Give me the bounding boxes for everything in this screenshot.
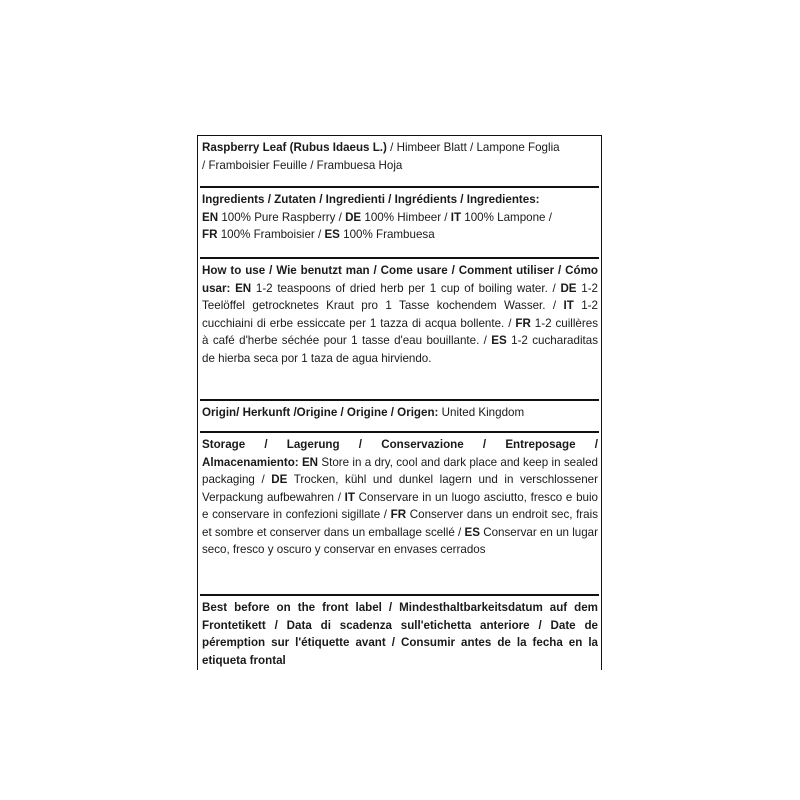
storage-heading-word: Lagerung [286, 438, 340, 451]
origin-heading: Origin/ Herkunft /Origine / Origine / Origen: [202, 406, 439, 419]
lang-code: EN [301, 455, 319, 469]
storage-heading-word: / [482, 438, 487, 451]
lang-code: DE [560, 281, 577, 295]
product-name-line-2: / Framboisier Feuille / Frambuesa Hoja [202, 158, 403, 172]
ingredient-text: 100% Framboisier / [217, 228, 325, 241]
section-divider [200, 186, 599, 188]
section-divider [200, 431, 599, 433]
lang-code: EN [202, 210, 219, 224]
storage-text: Conservare in un luogo asciutto, fresco e buio e conservare in confezioni sigillate / [202, 490, 598, 521]
lang-code: EN [235, 281, 252, 295]
lang-code: FR [515, 316, 531, 330]
storage-heading-word: / [264, 438, 268, 451]
origin-value: United Kingdom [438, 406, 525, 419]
usage-text: 1-2 cucchiaini di erbe essiccate per 1 tazza di acqua bollente. / [202, 299, 598, 330]
storage-heading-word: / [594, 438, 598, 451]
lang-code: FR [390, 508, 407, 521]
ingredient-text: 100% Lampone / [461, 210, 552, 224]
storage-body [202, 454, 598, 559]
how-to-use-heading: How to use / Wie benutzt man / Come usare / Comment utiliser / Cómo usar: [202, 264, 598, 295]
section-divider [200, 257, 599, 259]
lang-code: IT [450, 210, 462, 224]
usage-text: 1-2 Teelöffel getrocknetes Kraut pro 1 Tasse kochendem Wasser. / [202, 281, 599, 312]
product-name-translations: / Himbeer Blatt / Lampone Foglia [386, 141, 560, 154]
origin-section [202, 404, 598, 422]
product-name-latin: Raspberry Leaf (Rubus Idaeus L.) [202, 141, 387, 154]
lang-code: FR [202, 228, 218, 241]
product-label [197, 135, 602, 670]
section-divider [200, 594, 599, 596]
lang-code: ES [324, 228, 340, 241]
usage-text: 1-2 cucharaditas de hierba seca por 1 taza de agua hirviendo. [202, 334, 598, 365]
lang-code: ES [464, 525, 480, 539]
usage-text: 1-2 teaspoons of dried herb per 1 cup of boiling water. / [251, 281, 561, 295]
storage-heading-line-2: Almacenamiento: [202, 455, 302, 469]
storage-heading-word: Entreposage [505, 438, 576, 451]
ingredients-section [202, 191, 598, 244]
product-name-section [202, 139, 598, 174]
ingredient-text: 100% Frambuesa [339, 228, 435, 241]
storage-text: Store in a dry, cool and dark place and keep in sealed packaging / [202, 455, 598, 486]
storage-text: Conserver dans un endroit sec, frais et sombre et conserver dans un emballage scellé / [202, 508, 598, 539]
lang-code: DE [271, 473, 288, 486]
storage-section [202, 436, 598, 559]
lang-code: DE [345, 210, 362, 224]
ingredients-list [202, 209, 598, 244]
lang-code: ES [491, 334, 507, 347]
ingredients-heading: Ingredients / Zutaten / Ingredienti / Ingrédients / Ingredientes: [202, 193, 540, 206]
storage-heading-word: / [358, 438, 363, 451]
storage-heading-word: Conservazione [381, 438, 464, 451]
product-name-line-1 [202, 139, 598, 157]
storage-heading [202, 436, 598, 454]
best-before-text: Best before on the front label / Mindesthaltbarkeitsdatum auf dem Frontetikett / Data di scadenza sull'etichetta anteriore / Date de péremption sur l'étiquette avant / Consumir antes de la fecha en la etiqueta frontal [202, 601, 598, 667]
section-divider [200, 399, 599, 401]
lang-code: IT [563, 299, 574, 312]
how-to-use-section [202, 262, 598, 367]
ingredient-text: 100% Himbeer / [361, 210, 451, 224]
storage-heading-word: Storage [202, 438, 246, 451]
ingredient-text: 100% Pure Raspberry / [218, 210, 346, 224]
best-before-section [202, 599, 598, 669]
usage-text: 1-2 cuillères à café d'herbe séchée pour 1 tasse d'eau bouillante. / [202, 316, 598, 347]
storage-text: Conservar en un lugar seco, fresco y oscuro y conservar en envases cerrados [202, 525, 598, 556]
lang-code: IT [344, 490, 355, 504]
storage-text: Trocken, kühl und dunkel lagern und in verschlossener Verpackung aufbewahren / [202, 473, 598, 504]
